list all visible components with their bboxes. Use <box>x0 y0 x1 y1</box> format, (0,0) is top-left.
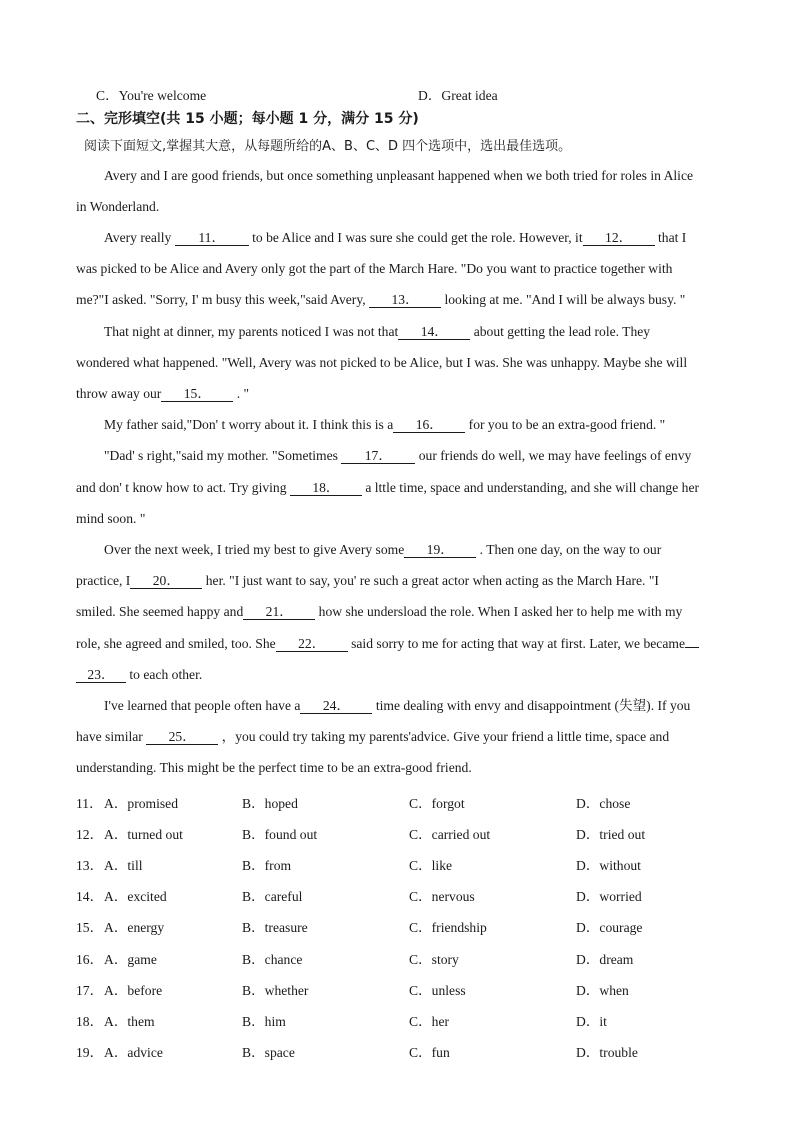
option-a[interactable]: A．till <box>104 858 143 873</box>
option-a[interactable]: A．advice <box>104 1045 163 1060</box>
passage-line: My father said,"Don' t worry about it. I think this is a 16． for you to be an extra-good friend. " <box>104 417 666 432</box>
passage-line: understanding. This might be the perfect time to be an extra-good friend. <box>76 760 472 775</box>
blank-16[interactable]: 16． <box>393 418 465 433</box>
option-d[interactable]: D．courage <box>576 920 643 935</box>
passage-line: "Dad' s right,"said my mother. "Sometimes 17． our friends do well, we may have feelings of envy <box>104 448 692 463</box>
blank-11[interactable]: 11． <box>175 231 249 246</box>
blank-21[interactable]: 21． <box>243 605 315 620</box>
blank-23[interactable]: 23． <box>76 668 126 683</box>
blank-trailing <box>685 647 699 648</box>
question-number: 14． <box>76 889 104 904</box>
option-b[interactable]: B．careful <box>242 889 303 904</box>
blank-19[interactable]: 19． <box>404 543 476 558</box>
question-number: 19． <box>76 1045 104 1060</box>
blank-13[interactable]: 13． <box>369 293 441 308</box>
passage-line: and don' t know how to act. Try giving 18． a lttle time, space and understanding, and she will change her <box>76 480 700 495</box>
question-number: 17． <box>76 983 104 998</box>
passage-line: Avery and I are good friends, but once something unpleasant happened when we both tried for roles in Alice <box>104 168 694 183</box>
section-heading: 二、完形填空(共 15 小题；每小题 1 分，满分 15 分) <box>76 111 419 127</box>
option-b[interactable]: B．him <box>242 1014 286 1029</box>
passage-line: role, she agreed and smiled, too. She 22． said sorry to me for acting that way at first. Later, we became <box>76 636 699 652</box>
passage-line: smiled. She seemed happy and 21． how she undersload the role. When I asked her to help me with my <box>76 604 683 619</box>
blank-14[interactable]: 14． <box>398 325 470 340</box>
option-d[interactable]: D．chose <box>576 796 631 811</box>
option-b[interactable]: B．found out <box>242 827 318 842</box>
option-b[interactable]: B．treasure <box>242 920 308 935</box>
passage-line: Avery really 11． to be Alice and I was sure she could get the role. However, it 12． that I <box>104 230 687 245</box>
question-number: 18． <box>76 1014 104 1029</box>
blank-22[interactable]: 22． <box>276 637 348 652</box>
blank-20[interactable]: 20． <box>130 574 202 589</box>
option-b[interactable]: B．from <box>242 858 292 873</box>
question-number: 11． <box>76 796 103 811</box>
option-a[interactable]: A．them <box>104 1014 155 1029</box>
blank-24[interactable]: 24． <box>300 699 372 714</box>
option-d[interactable]: D．when <box>576 983 629 998</box>
passage-line: I've learned that people often have a 24． time dealing with envy and disappointment (失望). If you <box>104 698 691 713</box>
passage-line: Over the next week, I tried my best to give Avery some 19． . Then one day, on the way to our <box>104 542 662 557</box>
option-a[interactable]: A．game <box>104 952 157 967</box>
option-d[interactable]: D．tried out <box>576 827 646 842</box>
option-c[interactable]: C．fun <box>409 1045 450 1060</box>
blank-17[interactable]: 17． <box>341 449 415 464</box>
option-b[interactable]: B．hoped <box>242 796 298 811</box>
option-d[interactable]: D．trouble <box>576 1045 638 1060</box>
prev-option-d: D．Great idea <box>418 88 498 103</box>
passage-line: 23． to each other. <box>76 667 202 683</box>
blank-18[interactable]: 18． <box>290 481 362 496</box>
passage-line: mind soon. " <box>76 511 146 526</box>
option-a[interactable]: A．before <box>104 983 163 998</box>
passage-line: me?"I asked. "Sorry, I' m busy this week,"said Avery, 13． looking at me. "And I will be always busy. " <box>76 292 686 307</box>
option-c[interactable]: C．her <box>409 1014 450 1029</box>
passage-line: That night at dinner, my parents noticed I was not that 14． about getting the lead role. They <box>104 324 651 339</box>
option-a[interactable]: A．excited <box>104 889 167 904</box>
option-d[interactable]: D．dream <box>576 952 634 967</box>
question-number: 12． <box>76 827 104 842</box>
passage-line: have similar 25． ，you could try taking my parents'advice. Give your friend a little time, space and <box>76 729 670 744</box>
option-a[interactable]: A．promised <box>104 796 179 811</box>
blank-12[interactable]: 12． <box>583 231 655 246</box>
option-c[interactable]: C．unless <box>409 983 466 998</box>
option-c[interactable]: C．like <box>409 858 453 873</box>
prev-option-c: C．You're welcome <box>96 88 207 103</box>
option-c[interactable]: C．story <box>409 952 459 967</box>
section-instruction: 阅读下面短文,掌握其大意，从每题所给的A、B、C、D 四个选项中，选出最佳选项。 <box>84 139 572 154</box>
option-d[interactable]: D．without <box>576 858 641 873</box>
passage-line: throw away our 15． . " <box>76 386 250 401</box>
passage-line: was picked to be Alice and Avery only got the part of the March Hare. "Do you want to practice together with <box>76 261 673 276</box>
question-number: 16． <box>76 952 104 967</box>
option-b[interactable]: B．whether <box>242 983 309 998</box>
option-a[interactable]: A．energy <box>104 920 165 935</box>
question-number: 13． <box>76 858 104 873</box>
option-c[interactable]: C．carried out <box>409 827 491 842</box>
option-c[interactable]: C．friendship <box>409 920 487 935</box>
option-a[interactable]: A．turned out <box>104 827 183 842</box>
question-number: 15． <box>76 920 104 935</box>
option-c[interactable]: C．nervous <box>409 889 475 904</box>
passage-line: in Wonderland. <box>76 199 160 214</box>
option-b[interactable]: B．chance <box>242 952 303 967</box>
blank-15[interactable]: 15． <box>161 387 233 402</box>
option-d[interactable]: D．worried <box>576 889 642 904</box>
option-c[interactable]: C．forgot <box>409 796 465 811</box>
blank-25[interactable]: 25． <box>146 730 218 745</box>
passage-line: practice, I 20． her. "I just want to say, you' re such a great actor when acting as the March Hare. "I <box>76 573 659 588</box>
option-d[interactable]: D．it <box>576 1014 607 1029</box>
option-b[interactable]: B．space <box>242 1045 295 1060</box>
passage-line: wondered what happened. "Well, Avery was not picked to be Alice, but I was. She was unhappy. Maybe she will <box>76 355 688 370</box>
